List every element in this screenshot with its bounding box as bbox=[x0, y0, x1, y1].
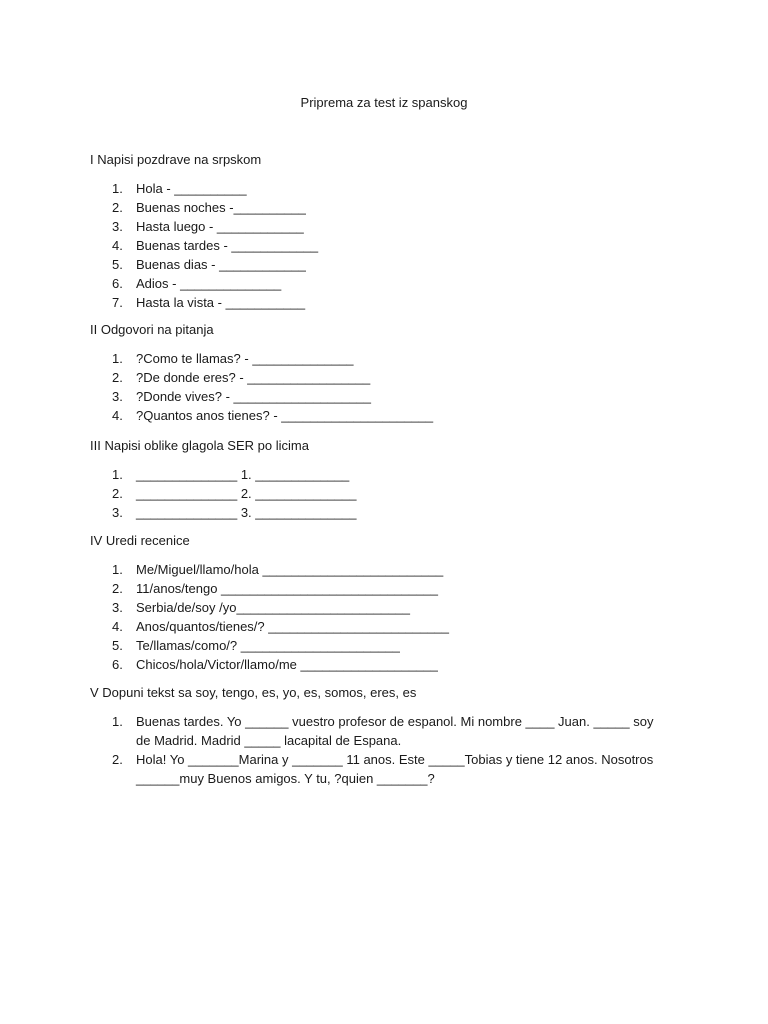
item-number: 3. bbox=[112, 219, 123, 234]
item-number: 6. bbox=[112, 276, 123, 291]
item-text: Buenas tardes - ____________ bbox=[136, 238, 319, 253]
list-item bbox=[90, 198, 690, 217]
item-number: 1. bbox=[112, 351, 123, 366]
section-heading: I Napisi pozdrave na srpskom bbox=[90, 152, 262, 167]
numbered-list bbox=[90, 712, 690, 788]
item-text: ?Donde vives? - ___________________ bbox=[136, 389, 371, 404]
list-item bbox=[90, 465, 690, 484]
section-questions bbox=[90, 320, 690, 425]
list-item bbox=[90, 255, 690, 274]
item-text: Me/Miguel/llamo/hola _________________________ bbox=[136, 562, 444, 577]
item-number: 1. bbox=[112, 562, 123, 577]
list-item bbox=[90, 217, 690, 236]
section-ser-conjugation bbox=[90, 436, 690, 522]
item-number: 3. bbox=[112, 505, 123, 520]
list-item bbox=[90, 236, 690, 255]
item-number: 3. bbox=[112, 389, 123, 404]
list-item bbox=[90, 750, 656, 788]
list-item bbox=[90, 349, 690, 368]
item-text: Adios - ______________ bbox=[136, 276, 282, 291]
item-number: 2. bbox=[112, 200, 123, 215]
item-text: Buenas noches -__________ bbox=[136, 200, 306, 215]
list-item bbox=[90, 179, 690, 198]
section-sentence-order bbox=[90, 531, 690, 674]
item-number: 4. bbox=[112, 408, 123, 423]
list-item bbox=[90, 655, 690, 674]
section-fill-text bbox=[90, 683, 690, 788]
item-number: 1. bbox=[112, 714, 123, 729]
item-text: ?Quantos anos tienes? - _____________________ bbox=[136, 408, 434, 423]
item-number: 5. bbox=[112, 638, 123, 653]
item-number: 2. bbox=[112, 486, 123, 501]
item-text: ______________ 2. ______________ bbox=[136, 486, 357, 501]
numbered-list bbox=[90, 465, 690, 522]
page-title: Priprema za test iz spanskog bbox=[300, 95, 468, 110]
item-number: 2. bbox=[112, 752, 123, 767]
item-number: 1. bbox=[112, 467, 123, 482]
item-number: 2. bbox=[112, 370, 123, 385]
item-number: 4. bbox=[112, 238, 123, 253]
item-number: 2. bbox=[112, 581, 123, 596]
item-text: Hola - __________ bbox=[136, 181, 247, 196]
list-item bbox=[90, 406, 690, 425]
list-item bbox=[90, 579, 690, 598]
item-text: Buenas dias - ____________ bbox=[136, 257, 306, 272]
list-item bbox=[90, 636, 690, 655]
item-text: ______________ 1. _____________ bbox=[136, 467, 350, 482]
item-text: 11/anos/tengo ______________________________ bbox=[136, 581, 438, 596]
list-item bbox=[90, 598, 690, 617]
item-number: 4. bbox=[112, 619, 123, 634]
item-number: 1. bbox=[112, 181, 123, 196]
section-heading: IV Uredi recenice bbox=[90, 533, 190, 548]
section-greetings bbox=[90, 150, 690, 312]
list-item bbox=[90, 387, 690, 406]
item-text: Chicos/hola/Victor/llamo/me ___________________ bbox=[136, 657, 438, 672]
numbered-list bbox=[90, 349, 690, 425]
item-text: Te/llamas/como/? ______________________ bbox=[136, 638, 400, 653]
item-text: Hola! Yo _______Marina y _______ 11 anos. Este _____Tobias y tiene 12 anos. Nosotros ______muy Buenos amigos. Y tu, ?quien _______? bbox=[136, 752, 654, 786]
list-item bbox=[90, 484, 690, 503]
item-text: ______________ 3. ______________ bbox=[136, 505, 357, 520]
list-item bbox=[90, 503, 690, 522]
item-number: 6. bbox=[112, 657, 123, 672]
item-text: Buenas tardes. Yo ______ vuestro profesor de espanol. Mi nombre ____ Juan. _____ soy de Madrid. Madrid _____ lacapital de Espana. bbox=[136, 714, 654, 748]
item-number: 7. bbox=[112, 295, 123, 310]
list-item bbox=[90, 617, 690, 636]
list-item bbox=[90, 560, 690, 579]
section-heading: II Odgovori na pitanja bbox=[90, 322, 214, 337]
list-item bbox=[90, 274, 690, 293]
section-heading: III Napisi oblike glagola SER po licima bbox=[90, 438, 309, 453]
item-text: Serbia/de/soy /yo________________________ bbox=[136, 600, 410, 615]
numbered-list bbox=[90, 179, 690, 312]
list-item bbox=[90, 712, 656, 750]
item-text: Hasta la vista - ___________ bbox=[136, 295, 306, 310]
numbered-list bbox=[90, 560, 690, 674]
item-text: ?De donde eres? - _________________ bbox=[136, 370, 371, 385]
item-number: 5. bbox=[112, 257, 123, 272]
item-text: ?Como te llamas? - ______________ bbox=[136, 351, 354, 366]
item-text: Hasta luego - ____________ bbox=[136, 219, 304, 234]
list-item bbox=[90, 293, 690, 312]
item-number: 3. bbox=[112, 600, 123, 615]
list-item bbox=[90, 368, 690, 387]
item-text: Anos/quantos/tienes/? _________________________ bbox=[136, 619, 450, 634]
section-heading: V Dopuni tekst sa soy, tengo, es, yo, es, somos, eres, es bbox=[90, 685, 417, 700]
